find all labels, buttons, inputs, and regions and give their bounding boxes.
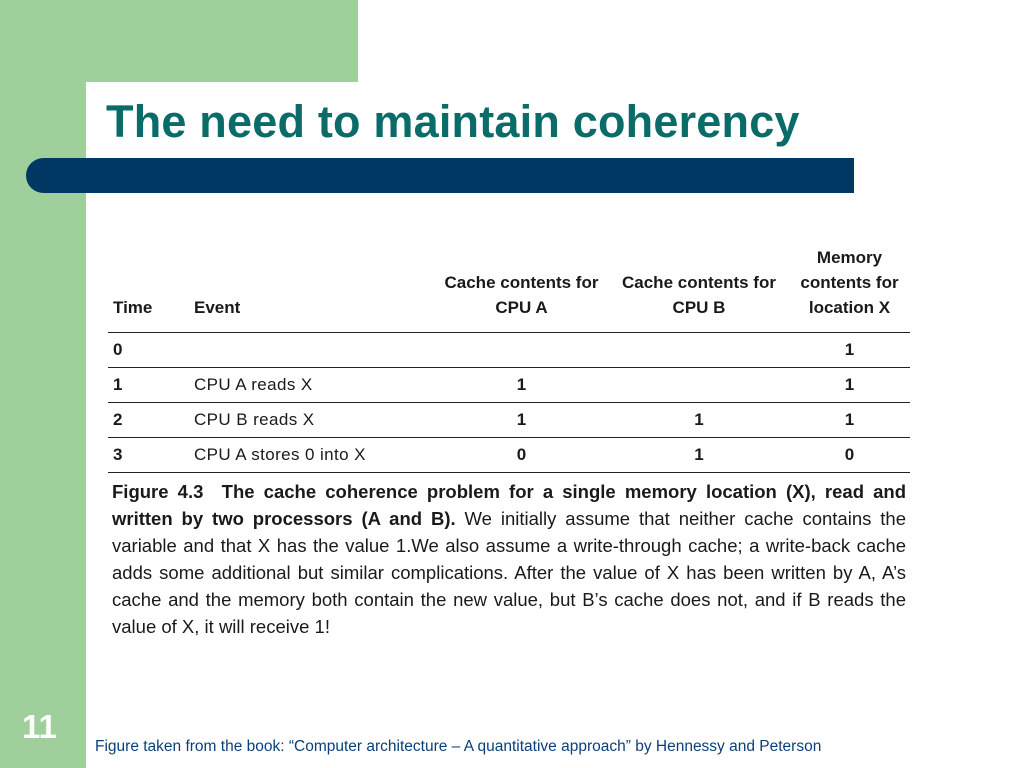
- header-cache-b: Cache contents for CPU B: [609, 232, 789, 333]
- cell-time: 0: [108, 333, 194, 368]
- cell-cache-b: [609, 368, 789, 403]
- cell-time: 3: [108, 438, 194, 473]
- cell-cache-b: 1: [609, 438, 789, 473]
- cell-cache-a: 1: [434, 403, 609, 438]
- table-row: [108, 438, 910, 473]
- header-cache-a: Cache contents for CPU A: [434, 232, 609, 333]
- slide-title: The need to maintain coherency: [106, 96, 800, 147]
- table-header-row: [108, 232, 910, 333]
- header-event: Event: [194, 232, 434, 333]
- table-row: [108, 368, 910, 403]
- cell-memory: 1: [789, 403, 910, 438]
- figure-label: Figure 4.3: [112, 481, 204, 502]
- cell-cache-a: 0: [434, 438, 609, 473]
- cell-time: 1: [108, 368, 194, 403]
- cell-cache-b: 1: [609, 403, 789, 438]
- caption-body-text: We initially assume that neither cache contains the variable and that X has the value 1.We also assume a write-through cache; a write-back cache adds some additional but similar complications. After the value of X has been written by A, A’s cache and the memory both contain the new value, but B’s cache does not, and if B reads the value of X, it will receive 1!: [112, 508, 906, 637]
- cell-cache-a: [434, 333, 609, 368]
- cell-memory: 0: [789, 438, 910, 473]
- cell-event: CPU A reads X: [194, 368, 434, 403]
- cell-cache-b: [609, 333, 789, 368]
- cell-event: [194, 333, 434, 368]
- top-green-block: [0, 0, 358, 82]
- cell-event: CPU B reads X: [194, 403, 434, 438]
- header-memory: Memory contents for location X: [789, 232, 910, 333]
- coherence-table: [108, 232, 910, 473]
- left-green-strip: [0, 0, 86, 768]
- cell-time: 2: [108, 403, 194, 438]
- table-row: [108, 333, 910, 368]
- slide-number: 11: [22, 708, 57, 745]
- table-row: [108, 403, 910, 438]
- caption-bold-text: The cache coherence problem for a single memory location (X), read and written by two processors (A and B).: [112, 481, 907, 529]
- source-footer: Figure taken from the book: “Computer architecture – A quantitative approach” by Hennessy and Peterson: [95, 738, 822, 755]
- cell-memory: 1: [789, 368, 910, 403]
- cell-cache-a: 1: [434, 368, 609, 403]
- coherence-table-container: [108, 232, 910, 473]
- title-underline-bar: [26, 158, 854, 193]
- figure-caption: [112, 478, 906, 640]
- header-time: Time: [108, 232, 194, 333]
- cell-event: CPU A stores 0 into X: [194, 438, 434, 473]
- cell-memory: 1: [789, 333, 910, 368]
